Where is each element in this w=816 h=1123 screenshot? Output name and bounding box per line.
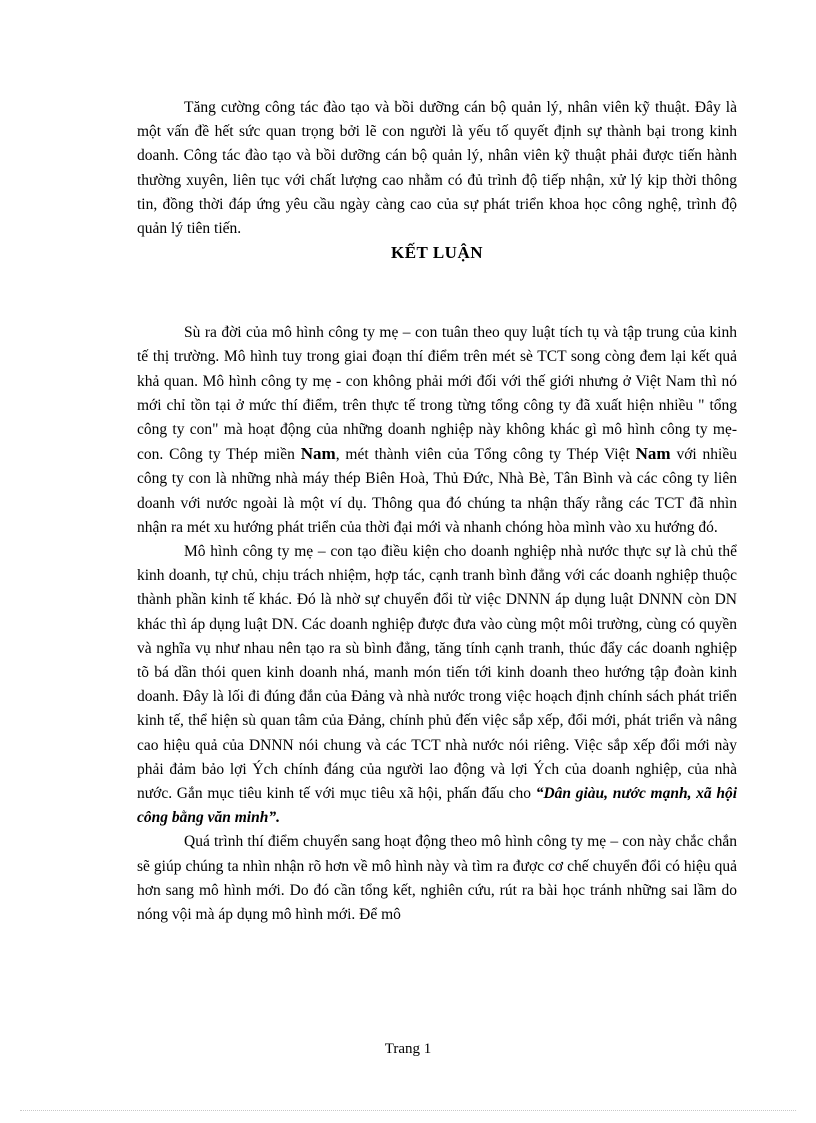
section-heading: KẾT LUẬN: [390, 243, 483, 263]
paragraph-2-text: Mô hình công ty mẹ – con tạo điều kiện cho doanh nghiệp nhà nước thực sự là chủ thể kinh doanh, tự chủ, chịu trách nhiệm, hợp tác, cạnh tranh bình đẳng với các doanh nghiệp thuộc thành phần kinh tế khác. Đó là nhờ sự chuyển đổi từ việc DNNN áp dụng luật DNNN còn DN khác thì áp dụng luật DN. Các doanh nghiệp được đưa vào cùng một môi trường, cùng có quyền và nghĩa vụ như nhau nên tạo ra sù bình đẳng, tăng tính cạnh tranh, thúc đẩy các doanh nghiệp tõ bá dần thói quen kinh doanh nhá, manh món tiến tới kinh doanh theo hướng tập đoàn kinh doanh. Đây là lối đi đúng đắn của Đảng và nhà nước trong việc hoạch định chính sách phát triển kinh tế, thể hiện sù quan tâm của Đảng, chính phủ đến việc sắp xếp, đổi mới, phát triển và nâng cao hiệu quả của DNNN nói chung và các TCT nhà nước nói riêng. Việc sắp xếp đổi mới này phải đảm bảo lợi Ých chính đáng của người lao động và lợi Ých của doanh nghiệp, của nhà nước. Gắn mục tiêu kinh tế với mục tiêu xã hội, phấn đấu cho: [137, 543, 737, 803]
document-body: [137, 96, 737, 927]
paragraph-1-word-nam-2: Nam: [635, 444, 671, 464]
paragraph-1-text-a: Sù ra đời của mô hình công ty mẹ – con tuân theo quy luật tích tụ và tập trung của kinh tế thị trường. Mô hình tuy trong giai đoạn thí điểm trên mét sè TCT song còng đem lại kết quả khả quan. Mô hình công ty mẹ - con không phải mới đối với thế giới nhưng ở Việt Nam thì nó mới chỉ tồn tại ở mức thí điểm, trên thực tế trong từng tổng công ty đã xuất hiện nhiều " tổng công ty con" mà hoạt động của những doanh nghiệp này không khác gì mô hình công ty mẹ-con. Công ty Thép miền: [137, 324, 737, 464]
page-bottom-divider: [20, 1110, 796, 1111]
conclusion-paragraph-3: Quá trình thí điểm chuyển sang hoạt động theo mô hình công ty mẹ – con này chắc chắn sẽ giúp chúng ta nhìn nhận rõ hơn về mô hình này và tìm ra được cơ chế chuyển đổi có hiệu quả hơn sang mô hình mới. Do đó cần tổng kết, nghiên cứu, rút ra bài học tránh những sai lầm do nóng vội mà áp dụng mô hình mới. Để mô: [137, 833, 737, 924]
paragraph-2-slogan: “Dân giàu, nước mạnh, xã hội công bằng văn minh”.: [137, 785, 738, 827]
intro-paragraph: Tăng cường công tác đào tạo và bồi dưỡng cán bộ quản lý, nhân viên kỹ thuật. Đây là một vấn đề hết sức quan trọng bởi lẽ con người là yếu tố quyết định sự thành bại trong kinh doanh. Công tác đào tạo và bồi dưỡng cán bộ quản lý, nhân viên kỹ thuật phải được tiến hành thường xuyên, liên tục với chất lượng cao nhằm có đủ trình độ tiếp nhận, xử lý kịp thời thông tin, đồng thời đáp ứng yêu cầu ngày càng cao của sự phát triển khoa học công nghệ, trình độ quản lý tiên tiến.: [137, 99, 737, 238]
paragraph-1-text-b: , mét thành viên của Tổng công ty Thép Việt: [335, 446, 630, 464]
paragraph-1-text-c: với nhiều công ty con là những nhà máy thép Biên Hoà, Thủ Đức, Nhà Bè, Tân Bình và các công ty liên doanh với nước ngoài là một ví dụ. Thông qua đó chúng ta nhận thấy rằng các TCT đã nhìn nhận ra mét xu hướng phát triển của thời đại mới và nhanh chóng hòa mình vào xu hướng đó.: [137, 446, 737, 536]
page-number-footer: Trang 1: [384, 1041, 432, 1057]
conclusion-paragraph-2: [137, 540, 737, 830]
heading-spacer: [137, 265, 737, 321]
paragraph-1-word-nam-1: Nam: [300, 444, 336, 464]
conclusion-paragraph-1: [137, 321, 737, 540]
